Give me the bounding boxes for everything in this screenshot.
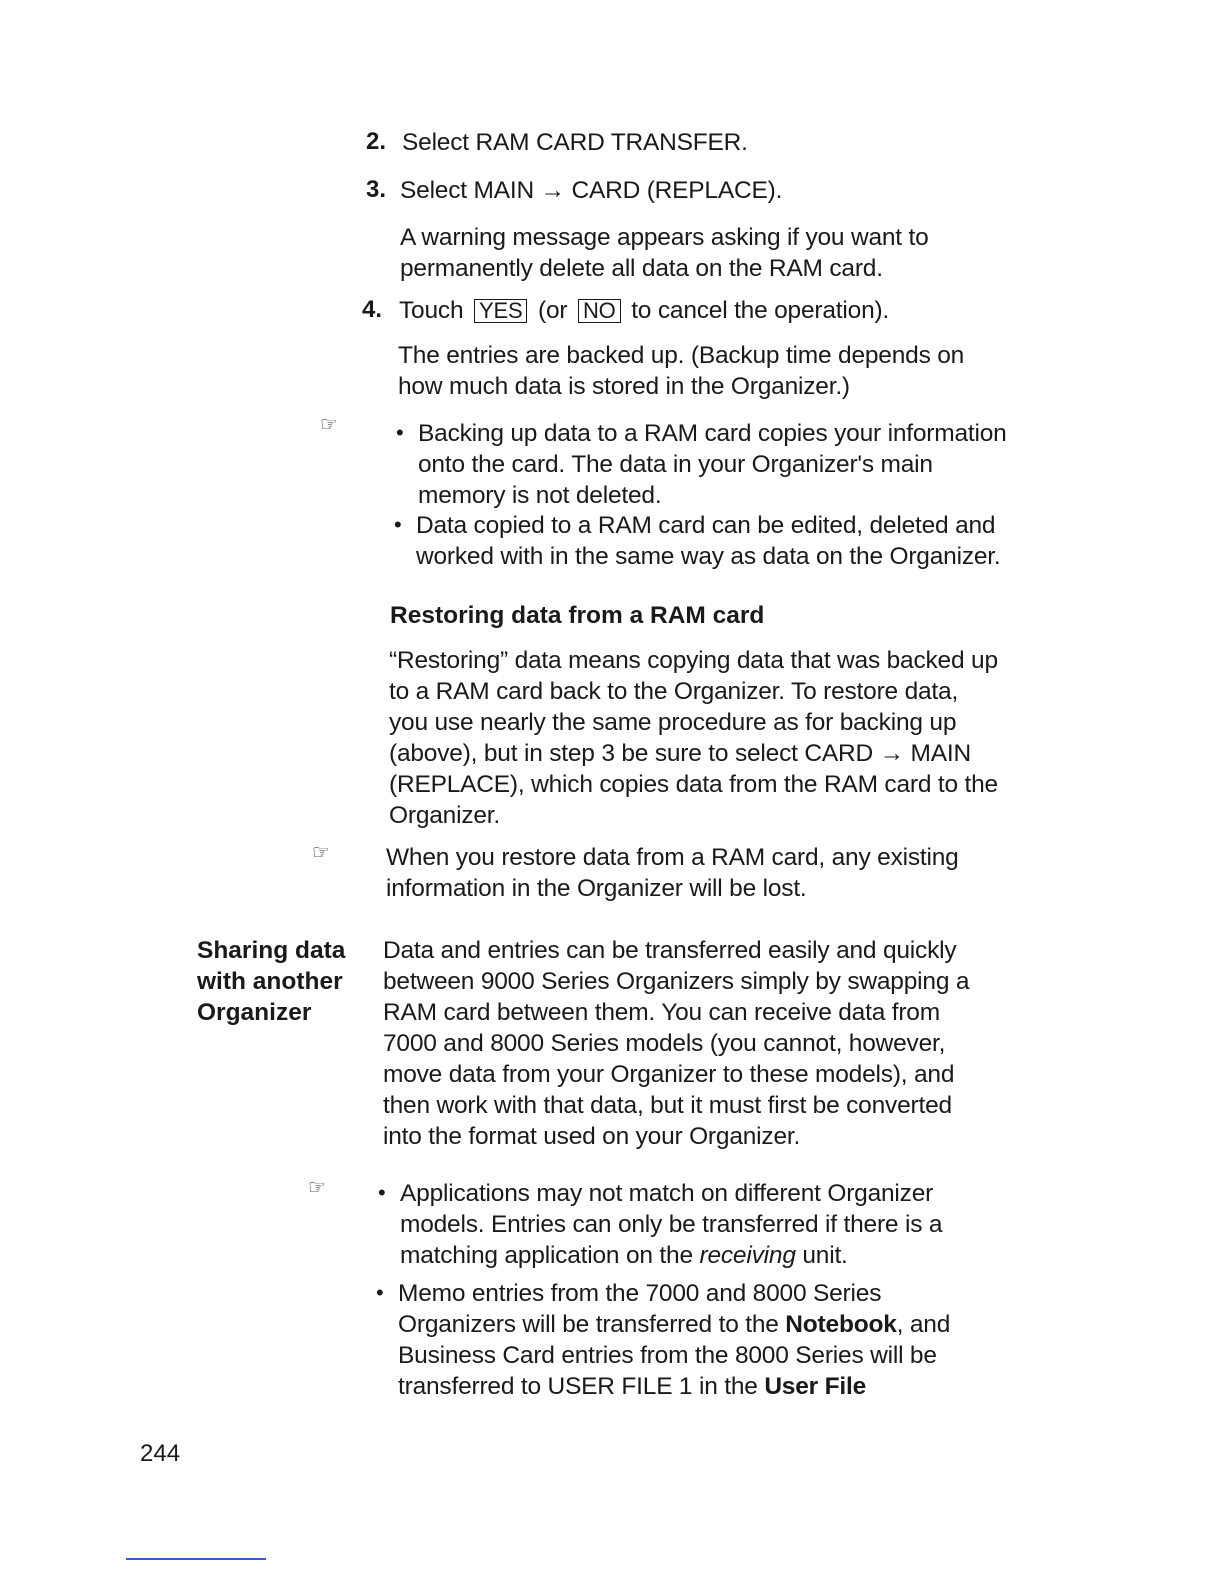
step-number-4: 4. — [362, 296, 383, 323]
step-4-detail-line: how much data is stored in the Organizer.) — [398, 373, 850, 400]
sharing-line: into the format used on your Organizer. — [383, 1123, 801, 1150]
restoring-line: “Restoring” data means copying data that was backed up — [389, 647, 998, 674]
step-4-line — [399, 295, 889, 326]
restoring-note-line: information in the Organizer will be lost. — [386, 875, 807, 902]
restoring-body — [389, 645, 998, 831]
sharing-line: move data from your Organizer to these models), and — [383, 1061, 955, 1088]
sharing-line: between 9000 Series Organizers simply by swapping a — [383, 968, 970, 995]
step-2-line: Select RAM CARD TRANSFER. — [402, 129, 748, 156]
text-run: Organizers will be transferred to the — [398, 1311, 786, 1338]
sharing-side-heading — [197, 935, 345, 1028]
pointing-hand-icon: ☞ — [320, 414, 338, 436]
note-line: worked with in the same way as data on the Organizer. — [416, 543, 1001, 570]
restoring-note — [386, 842, 959, 904]
side-heading-line: Sharing data — [197, 937, 346, 964]
sharing-bullet-2 — [398, 1278, 950, 1402]
text-run: unit. — [795, 1242, 848, 1269]
step-3-detail-line: A warning message appears asking if you want to — [400, 224, 929, 251]
note-1-bullet-2 — [416, 510, 1001, 572]
bullet-icon: • — [396, 420, 404, 445]
restoring-line: Organizer. — [389, 802, 501, 829]
no-key: NO — [578, 299, 621, 323]
or-word: (or — [538, 297, 568, 324]
restoring-note-line: When you restore data from a RAM card, any existing — [386, 844, 959, 871]
cancel-text: to cancel the operation). — [631, 297, 890, 324]
step-4-detail-line: The entries are backed up. (Backup time depends on — [398, 342, 965, 369]
bullet-icon: • — [376, 1280, 384, 1305]
sharing-bullet-line: Business Card entries from the 8000 Series will be — [398, 1342, 937, 1369]
restoring-heading: Restoring data from a RAM card — [390, 602, 765, 629]
sharing-bullet-line: Applications may not match on different Organizer — [400, 1180, 934, 1207]
sharing-line: 7000 and 8000 Series models (you cannot, however, — [383, 1030, 946, 1057]
bullet-icon: • — [394, 512, 402, 537]
sharing-bullet-line — [400, 1240, 942, 1271]
restoring-line: (above), but in step 3 be sure to select CARD → MAIN — [389, 740, 971, 767]
step-4-text — [399, 295, 889, 326]
note-line: Data copied to a RAM card can be edited, deleted and — [416, 512, 996, 539]
side-heading-line: with another — [197, 968, 343, 995]
step-number-3: 3. — [366, 176, 387, 203]
restoring-line: you use nearly the same procedure as for backing up — [389, 709, 957, 736]
step-3-line: Select MAIN → CARD (REPLACE). — [400, 177, 783, 204]
step-4-detail — [398, 340, 964, 402]
step-number-2: 2. — [366, 128, 387, 155]
step-2-text — [402, 127, 748, 158]
sharing-bullet-1 — [400, 1178, 942, 1271]
sharing-line: Data and entries can be transferred easily and quickly — [383, 937, 957, 964]
sharing-bullet-line — [398, 1309, 950, 1340]
sharing-body — [383, 935, 969, 1152]
pointing-hand-icon: ☞ — [308, 1177, 326, 1199]
user-file-word: User File — [764, 1373, 867, 1400]
receiving-word: receiving — [699, 1242, 796, 1269]
side-heading-line: Organizer — [197, 999, 312, 1026]
touch-word: Touch — [399, 297, 464, 324]
note-line: Backing up data to a RAM card copies your information — [418, 420, 1007, 447]
step-3-text — [400, 175, 782, 206]
text-run: matching application on the — [400, 1242, 700, 1269]
sharing-line: then work with that data, but it must first be converted — [383, 1092, 952, 1119]
sharing-bullet-line — [398, 1371, 950, 1402]
note-1-bullet-1 — [418, 418, 1007, 511]
bottom-rule — [126, 1558, 266, 1560]
step-3-detail-line: permanently delete all data on the RAM card. — [400, 255, 883, 282]
sharing-bullet-line: Memo entries from the 7000 and 8000 Series — [398, 1280, 882, 1307]
note-line: memory is not deleted. — [418, 482, 662, 509]
text-run: transferred to USER FILE 1 in the — [398, 1373, 765, 1400]
text-run: , and — [896, 1311, 951, 1338]
notebook-word: Notebook — [785, 1311, 897, 1338]
bullet-icon: • — [378, 1180, 386, 1205]
note-line: onto the card. The data in your Organizer's main — [418, 451, 933, 478]
step-3-detail — [400, 222, 929, 284]
sharing-line: RAM card between them. You can receive data from — [383, 999, 940, 1026]
yes-key: YES — [474, 299, 527, 323]
sharing-bullet-line: models. Entries can only be transferred if there is a — [400, 1211, 943, 1238]
restoring-line: to a RAM card back to the Organizer. To restore data, — [389, 678, 959, 705]
pointing-hand-icon: ☞ — [312, 842, 330, 864]
restoring-line: (REPLACE), which copies data from the RAM card to the — [389, 771, 998, 798]
page-number: 244 — [140, 1440, 181, 1467]
